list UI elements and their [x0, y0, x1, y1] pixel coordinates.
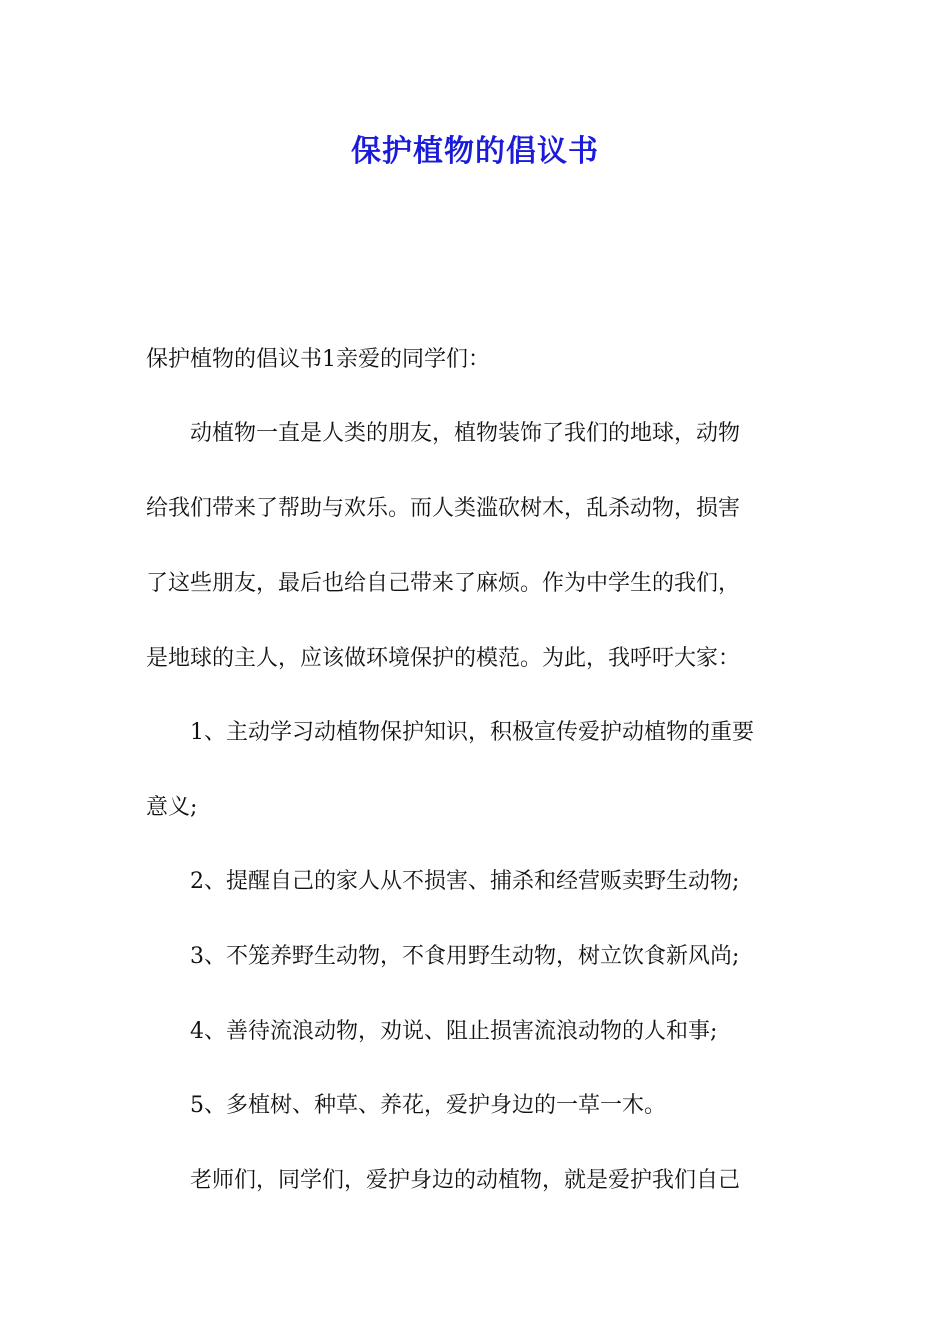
list-item-3: 3、不笼养野生动物，不食用野生动物，树立饮食新风尚;: [190, 944, 740, 969]
closing-paragraph-line: 老师们，同学们，爱护身边的动植物，就是爱护我们自己: [190, 1168, 741, 1193]
list-item-4: 4、善待流浪动物，劝说、阻止损害流浪动物的人和事;: [190, 1019, 718, 1044]
paragraph-line: 了这些朋友，最后也给自己带来了麻烦。作为中学生的我们，: [146, 571, 741, 596]
list-item-2: 2、提醒自己的家人从不损害、捕杀和经营贩卖野生动物;: [190, 869, 740, 894]
list-item-1-continuation: 意义;: [146, 795, 198, 820]
paragraph-line: 给我们带来了帮助与欢乐。而人类滥砍树木，乱杀动物，损害: [146, 496, 741, 521]
paragraph-line: 动植物一直是人类的朋友，植物装饰了我们的地球，动物: [190, 421, 741, 446]
paragraph-line: 是地球的主人，应该做环境保护的模范。为此，我呼吁大家：: [146, 646, 741, 671]
salutation-line: 保护植物的倡议书1亲爱的同学们：: [146, 347, 490, 372]
document-title: 保护植物的倡议书: [351, 134, 599, 169]
list-item-1: 1、主动学习动植物保护知识，积极宣传爱护动植物的重要: [190, 720, 754, 745]
list-item-5: 5、多植树、种草、养花，爱护身边的一草一木。: [190, 1093, 666, 1118]
